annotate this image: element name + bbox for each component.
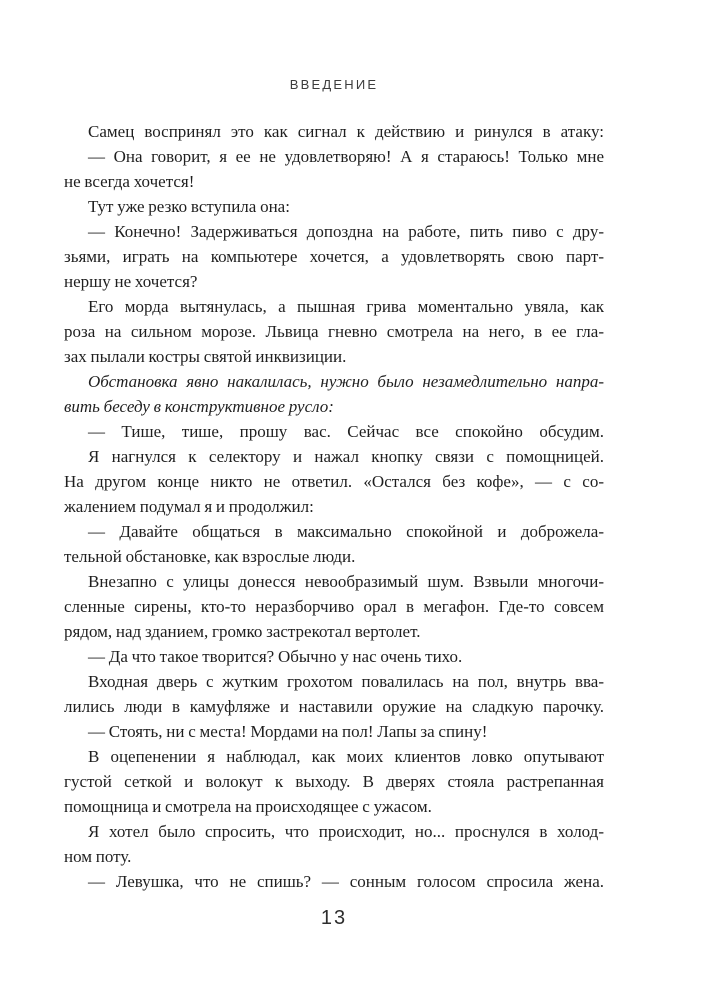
paragraph-14-line-3: помощница и смотрела на происходящее с ужасом. xyxy=(64,797,432,816)
paragraph-12-line-1: Входная дверь с жутким грохотом повалилась на пол, внутрь вва- xyxy=(88,672,604,691)
paragraph-5-line-3: зах пылали костры святой инквизиции. xyxy=(64,347,347,366)
paragraph-8-line-3: жалением подумал я и продолжил: xyxy=(64,497,314,516)
paragraph-3-line-1: Тут уже резко вступила она: xyxy=(88,197,290,216)
paragraph-5-line-2: роза на сильном морозе. Львица гневно смотрела на него, в ее гла- xyxy=(64,322,604,341)
body-text xyxy=(64,119,604,894)
paragraph-12-line-2: лились люди в камуфляже и наставили оружие на сладкую парочку. xyxy=(64,697,604,716)
paragraph-6-line-2: вить беседу в конструктивное русло: xyxy=(64,397,334,416)
paragraph-2-line-1: — Она говорит, я ее не удовлетворяю! А я стараюсь! Только мне xyxy=(88,147,604,166)
paragraph-4-line-3: нершу не хочется? xyxy=(64,272,198,291)
paragraph-11-line-1: — Да что такое творится? Обычно у нас очень тихо. xyxy=(88,647,463,666)
paragraph-4-line-1: — Конечно! Задерживаться допоздна на работе, пить пиво с дру- xyxy=(88,222,604,241)
paragraph-15-line-2: ном поту. xyxy=(64,847,132,866)
paragraph-8-line-1: Я нагнулся к селектору и нажал кнопку связи с помощницей. xyxy=(88,447,604,466)
paragraph-8-line-2: На другом конце никто не ответил. «Остался без кофе», — с со- xyxy=(64,472,604,491)
paragraph-6-line-1: Обстановка явно накалилась, нужно было незамедлительно напра- xyxy=(88,372,604,391)
paragraph-13-line-1: — Стоять, ни с места! Мордами на пол! Лапы за спину! xyxy=(88,722,488,741)
page-number: 13 xyxy=(320,907,348,929)
paragraph-15-line-1: Я хотел было спросить, что происходит, но... проснулся в холод- xyxy=(88,822,604,841)
paragraph-16-line-1: — Левушка, что не спишь? — сонным голосом спросила жена. xyxy=(88,872,604,891)
paragraph-5-line-1: Его морда вытянулась, а пышная грива моментально увяла, как xyxy=(88,297,604,316)
paragraph-9-line-2: тельной обстановке, как взрослые люди. xyxy=(64,547,356,566)
paragraph-2-line-2: не всегда хочется! xyxy=(64,172,195,191)
paragraph-10-line-1: Внезапно с улицы донесся невообразимый шум. Взвыли многочи- xyxy=(88,572,604,591)
paragraph-9-line-1: — Давайте общаться в максимально спокойной и доброжела- xyxy=(88,522,604,541)
paragraph-10-line-3: рядом, над зданием, громко застрекотал вертолет. xyxy=(64,622,421,641)
paragraph-14-line-2: густой сеткой и волокут к выходу. В дверях стояла растрепанная xyxy=(64,772,604,791)
chapter-header: ВВЕДЕНИЕ xyxy=(289,77,379,92)
paragraph-7-line-1: — Тише, тише, прошу вас. Сейчас все спокойно обсудим. xyxy=(88,422,604,441)
paragraph-10-line-2: сленные сирены, кто-то неразборчиво орал в мегафон. Где-то совсем xyxy=(64,597,604,616)
paragraph-4-line-2: зьями, играть на компьютере хочется, а удовлетворять свою парт- xyxy=(64,247,604,266)
paragraph-14-line-1: В оцепенении я наблюдал, как моих клиентов ловко опутывают xyxy=(88,747,604,766)
paragraph-1-line-1: Самец воспринял это как сигнал к действию и ринулся в атаку: xyxy=(88,122,604,141)
